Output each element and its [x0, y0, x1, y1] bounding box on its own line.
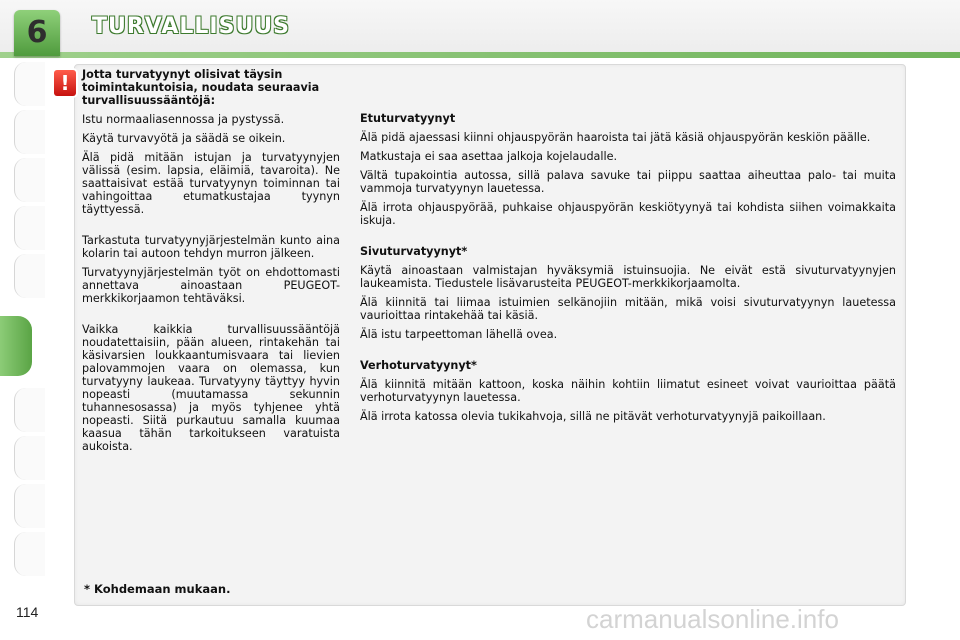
side-tab[interactable]	[14, 388, 45, 432]
paragraph: Turvatyynyjärjestelmän työt on ehdottomasti annettava ainoastaan PEUGEOT-merkkikorjaamon tehtäväksi.	[82, 266, 340, 305]
watermark: carmanualsonline.info	[586, 604, 839, 634]
page-number: 114	[16, 604, 39, 620]
safety-rules-lead: Jotta turvatyynyt olisivat täysin toimintakuntoisia, noudata seuraavia turvallisuussääntöjä:	[82, 68, 320, 107]
chapter-number: 6	[26, 15, 48, 50]
right-column	[360, 112, 896, 429]
paragraph: Istu normaaliasennossa ja pystyssä.	[82, 113, 285, 126]
paragraph: Vältä tupakointia autossa, sillä palava savuke tai piippu saattaa aiheuttaa palo- tai muita vammoja turvatyynyn lauetessa.	[360, 169, 896, 195]
side-tab-active[interactable]	[0, 316, 32, 376]
spacer	[360, 347, 896, 359]
paragraph: Älä irrota ohjauspyörää, puhkaise ohjauspyörän keskiötyynyä tai kohdista siihen voimakkaita iskuja.	[360, 201, 896, 227]
paragraph: Käytä turvavyötä ja säädä se oikein.	[82, 132, 286, 145]
paragraph: Älä kiinnitä mitään kattoon, koska näihin kohtiin liimatut esineet voivat vaurioittaa päätä verhoturvatyynyn lauetessa.	[360, 378, 896, 404]
side-tab[interactable]	[14, 110, 45, 154]
side-tab[interactable]	[14, 436, 45, 480]
side-tab[interactable]	[14, 532, 45, 576]
paragraph: Älä irrota katossa olevia tukikahvoja, sillä ne pitävät verhoturvatyynyjä paikoillaan.	[360, 410, 826, 423]
side-tab[interactable]	[14, 206, 45, 250]
footnote: * Kohdemaan mukaan.	[84, 582, 231, 596]
side-airbags-heading: Sivuturvatyynyt*	[360, 245, 468, 258]
paragraph: Älä istu tarpeettoman lähellä ovea.	[360, 328, 558, 341]
side-tab[interactable]	[14, 62, 45, 106]
front-airbags-heading: Etuturvatyynyt	[360, 112, 456, 125]
paragraph: Tarkastuta turvatyynyjärjestelmän kunto aina kolarin tai autoon tehdyn murron jälkeen.	[82, 234, 340, 260]
curtain-airbags-heading: Verhoturvatyynyt*	[360, 359, 477, 372]
paragraph: Vaikka kaikkia turvallisuussääntöjä noudatettaisiin, pään alueen, rintakehän tai käsivarsien loukkaantumisvaara tai lievien palovammojen vaara on olemassa, kun turvatyyny laukeaa. Turvatyyny täyttyy hyvin nopeasti (muutamassa sekunnin tuhannesosassa) ja myös tyhjenee yhtä nopeasti. Siitä purkautuu samalla kuumaa kaasua tähän tarkoitukseen varatuista aukoista.	[82, 323, 340, 453]
spacer	[82, 311, 340, 323]
spacer	[360, 233, 896, 245]
side-tab[interactable]	[14, 158, 45, 202]
page-title: TURVALLISUUS	[92, 14, 291, 39]
paragraph: Älä pidä mitään istujan ja turvatyynyjen välissä (esim. lapsia, eläimiä, tavaroita). Ne saattaisivat estää turvatyynyn toiminnan tai vahingoittaa etumatkustajaa tyynyn täyttyessä.	[82, 151, 340, 216]
header-stripe	[0, 52, 960, 58]
side-tab[interactable]	[14, 254, 45, 298]
exclamation-icon: !	[60, 71, 70, 95]
paragraph: Älä kiinnitä tai liimaa istuimien selkänojiin mitään, mikä voisi sivuturvatyynyn lauetessa vaurioittaa rintakehää tai käsiä.	[360, 296, 896, 322]
paragraph: Älä pidä ajaessasi kiinni ohjauspyörän haaroista tai jätä käsiä ohjauspyörän keskiön päälle.	[360, 131, 871, 144]
side-tab[interactable]	[14, 484, 45, 528]
paragraph: Käytä ainoastaan valmistajan hyväksymiä istuinsuojia. Ne eivät estä sivuturvatyynyjen laukeamista. Tiedustele lisävarusteita PEUGEOT-merkkikorjaamolta.	[360, 264, 896, 290]
side-tabs	[0, 58, 46, 580]
left-column	[82, 68, 340, 459]
spacer	[82, 222, 340, 234]
paragraph: Matkustaja ei saa asettaa jalkoja kojelaudalle.	[360, 150, 618, 163]
